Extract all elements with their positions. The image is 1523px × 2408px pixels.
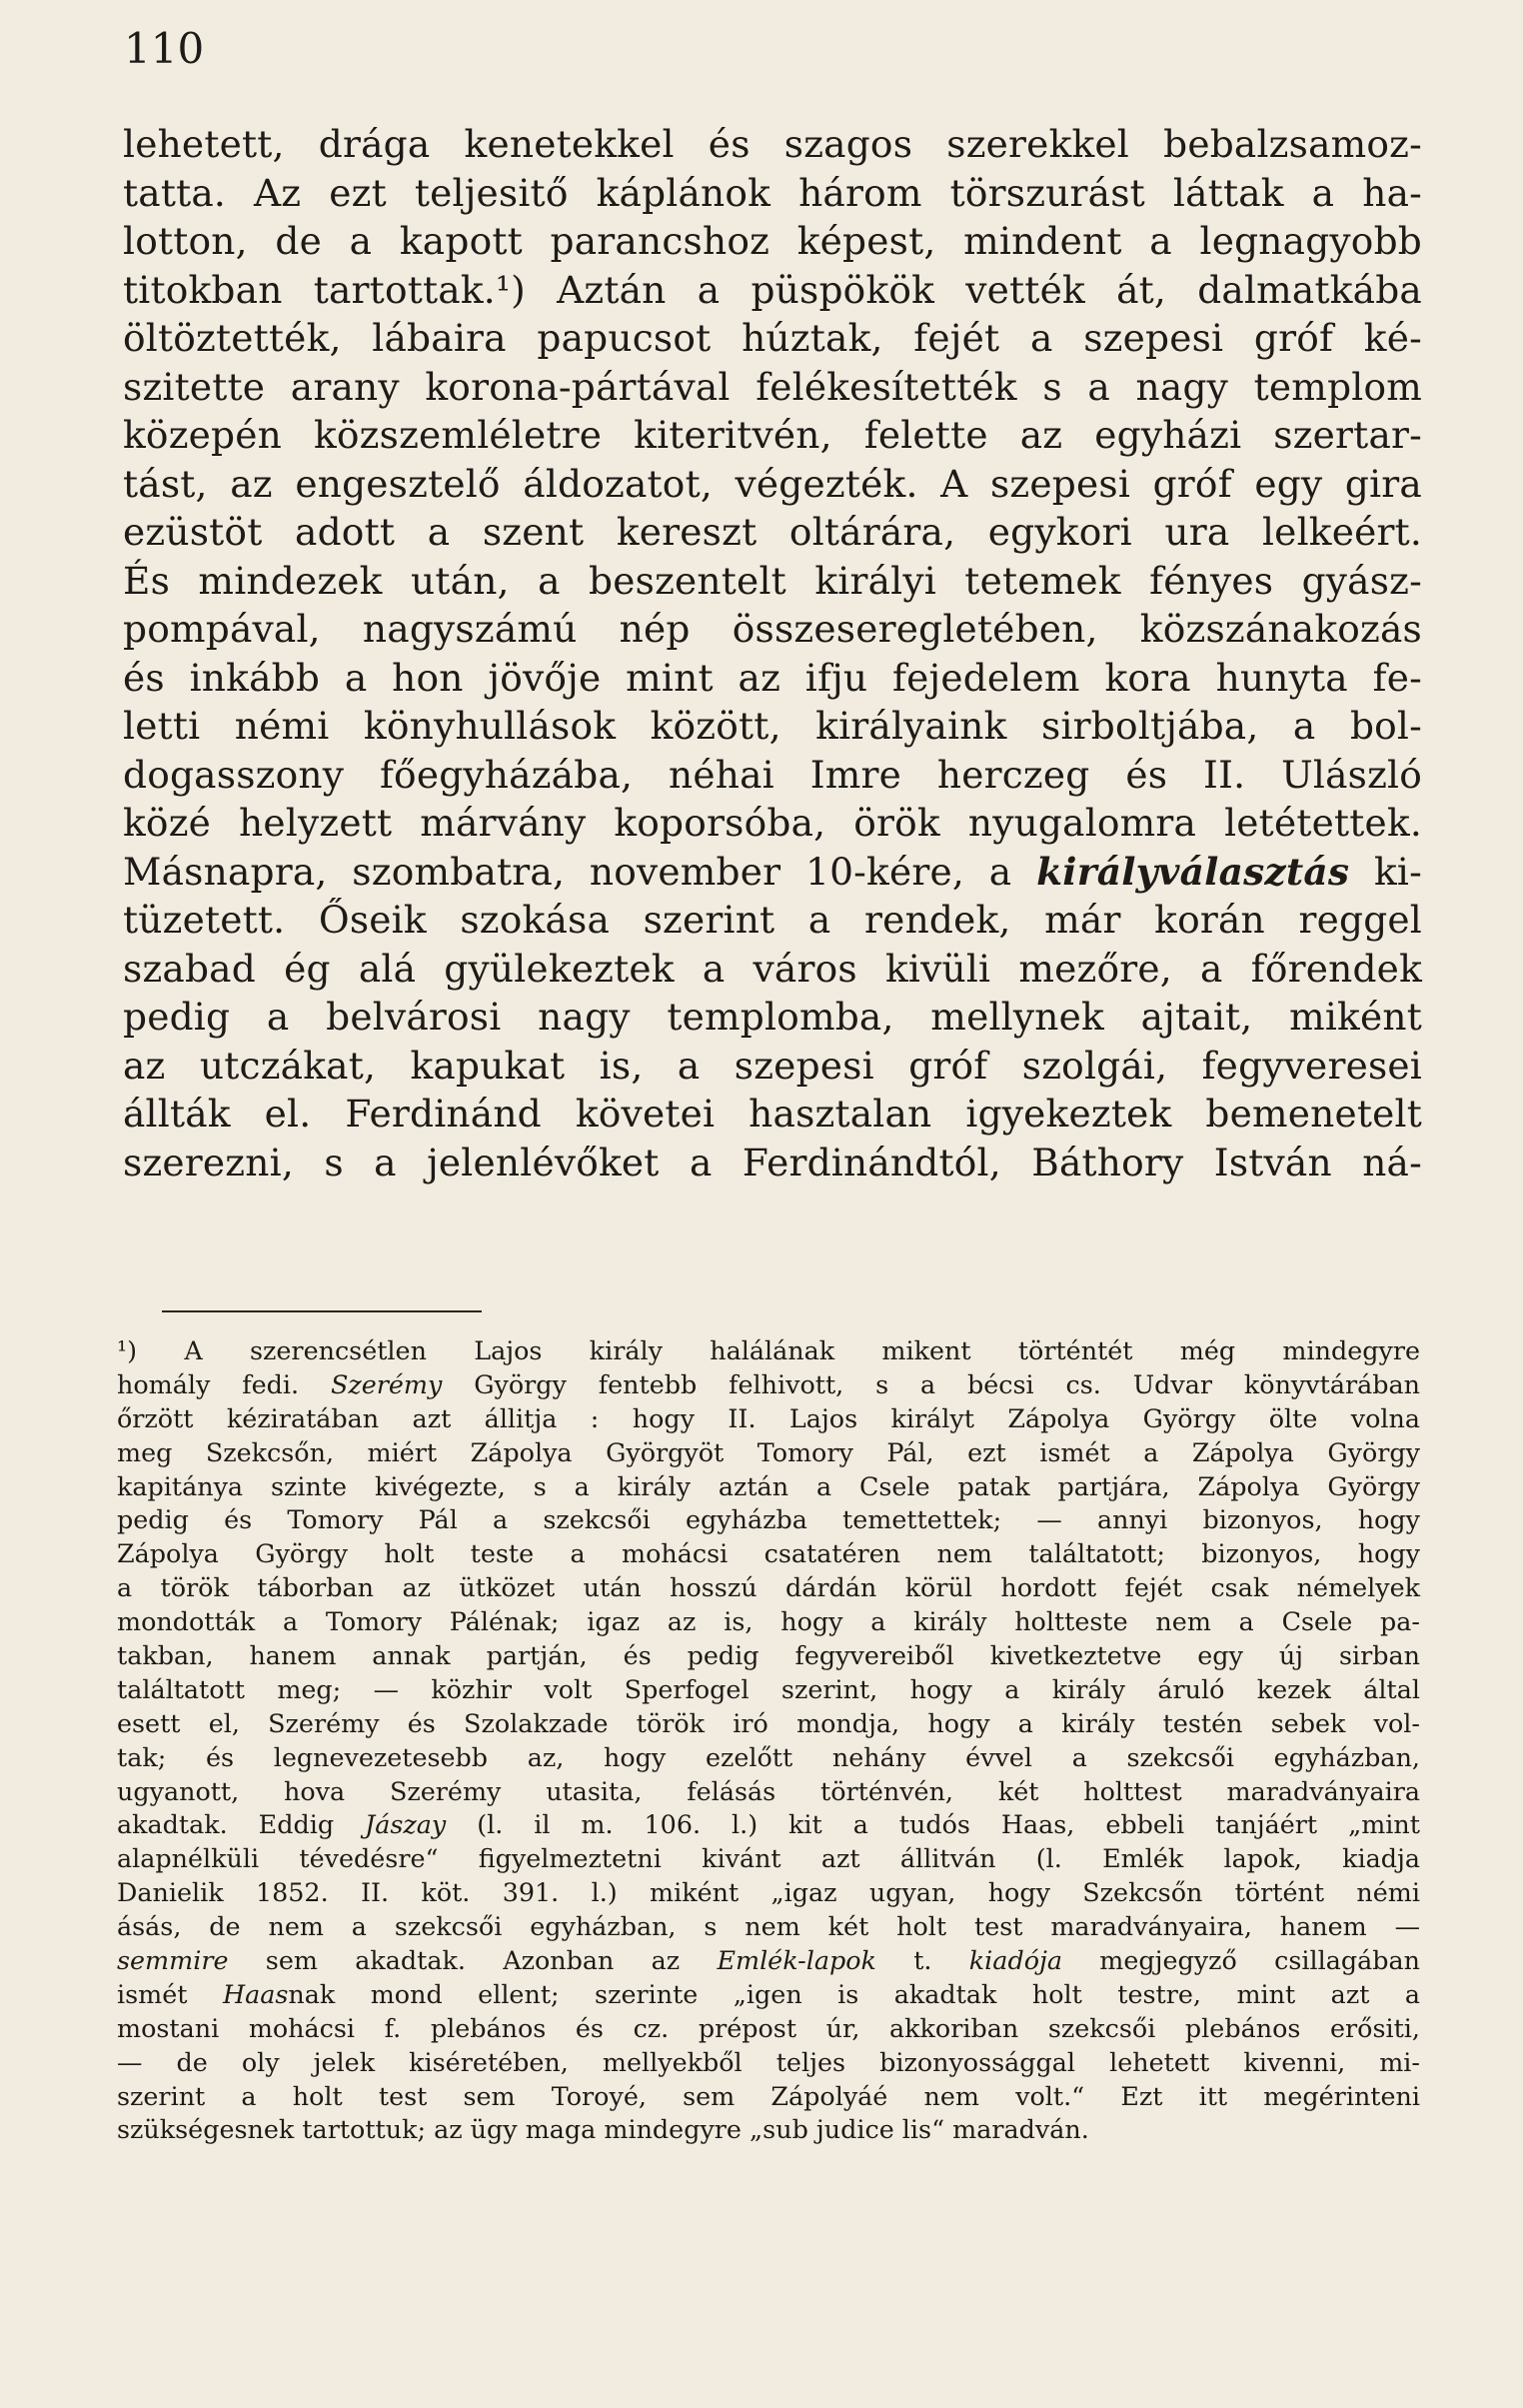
text-line: letti némi könyhullások között, királyaink sirboltjába, a bol- [123,704,1422,748]
footnote-line: — de oly jelek kiséretében, mellyekből teljes bizonyossággal lehetett kivenni, mi- [117,2046,1420,2077]
footnote-line [117,1978,1420,2012]
footnote-line: ugyanott, hova Szerémy utasita, felásás történvén, két holttest maradványaira [117,1775,1420,1806]
text-line: állták el. Ferdinánd követei hasztalan igyekeztek bemenetelt [123,1092,1422,1136]
footnote-line: pedig és Tomory Pál a szekcsői egyházba temettettek; — annyi bizonyos, hogy [117,1504,1420,1535]
text-line: lotton, de a kapott parancshoz képest, mindent a legnagyobb [123,219,1422,263]
text-segment: sem akadtak. Azonban az [228,1945,718,1976]
footnote-line: mostani mohácsi f. plebános és cz. prépost úr, akkoriban szekcsői plebános erősiti, [117,2012,1420,2043]
footnote-line: Danielik 1852. II. köt. 391. l.) miként „igaz ugyan, hogy Szekcsőn történt némi [117,1877,1420,1908]
text-line: dogasszony főegyházába, néhai Imre herczeg és II. Ulászló [123,752,1422,797]
emphasis-kiadoja: kiadója [968,1945,1062,1976]
footnote-line: takban, hanem annak partján, és pedig fegyvereiből kivetkeztetve egy új sirban [117,1640,1420,1671]
text-line: szitette arany korona-pártával felékesítették s a nagy templom [123,364,1422,409]
footnote-line: kapitánya szinte kivégezte, s a király aztán a Csele patak partjára, Zápolya György [117,1470,1420,1501]
footnote-line: találtatott meg; — közhir volt Sperfogel szerint, hogy a király áruló kezek által [117,1673,1420,1704]
text-segment: ismét [117,1978,223,2009]
footnote-line: esett el, Szerémy és Szolakzade török iró mondja, hogy a király testén sebek vol- [117,1707,1420,1738]
text-line: titokban tartottak.¹) Aztán a püspökök vették át, dalmatkába [123,267,1422,312]
emphasis-semmire: semmire [117,1945,229,1976]
footnote-line: őrzött kéziratában azt állitja : hogy II. Lajos királyt Zápolya György ölte volna [117,1402,1420,1433]
footnote-divider [162,1310,482,1312]
text-segment: ki- [1349,849,1422,894]
text-segment: nak mond ellent; szerinte „igen is akadtak holt testre, mint azt a [288,1978,1421,2009]
text-segment: homály fedi. [117,1368,331,1399]
text-segment: t. [875,1945,969,1976]
text-line: közé helyzett márvány koporsóba, örök nyugalomra letétettek. [123,801,1422,845]
footnote [117,1334,1420,2147]
footnote-line: ¹) A szerencsétlen Lajos király halálának mikent történtét még mindegyre [117,1335,1420,1365]
main-text [123,120,1422,1187]
emphasis-jaszay: Jászay [365,1809,447,1840]
footnote-line: meg Szekcsőn, miért Zápolya Györgyöt Tomory Pál, ezt ismét a Zápolya György [117,1436,1420,1467]
text-line: tüzetett. Őseik szokása szerint a rendek, már korán reggel [123,898,1422,942]
page-number: 110 [124,24,205,73]
footnote-line: mondották a Tomory Pálénak; igaz az is, hogy a király holtteste nem a Csele pa- [117,1606,1420,1637]
text-line: lehetett, drága kenetekkel és szagos szerekkel bebalzsamoz- [123,122,1422,166]
footnote-line [117,1808,1420,1842]
text-line: szabad ég alá gyülekeztek a város kivüli mezőre, a főrendek [123,946,1422,991]
footnote-line: Zápolya György holt teste a mohácsi csatatéren nem találtatott; bizonyos, hogy [117,1538,1420,1569]
text-line: pedig a belvárosi nagy templomba, mellynek ajtait, miként [123,995,1422,1039]
text-line: öltöztették, lábaira papucsot húztak, fejét a szepesi gróf ké- [123,316,1422,360]
text-line: pompával, nagyszámú nép összeseregletében, közszánakozás [123,607,1422,651]
text-line: ezüstöt adott a szent kereszt oltárára, egykori ura lelkeért. [123,510,1422,554]
footnote-line: tak; és legnevezetesebb az, hogy ezelőtt nehány évvel a szekcsői egyházban, [117,1741,1420,1772]
emphasis-kiralyvalasztas: királyválasztás [1036,849,1350,894]
footnote-line [117,1944,1420,1978]
emphasis-haas: Haas [222,1978,289,2009]
text-line [123,848,1422,897]
text-segment: György fentebb felhivott, s a bécsi cs. Udvar könyvtárában [442,1368,1420,1399]
text-line: szerezni, s a jelenlévőket a Ferdinándtól, Báthory István ná- [123,1140,1422,1185]
text-segment: Másnapra, szombatra, november 10-kére, a [123,849,1037,894]
text-segment: megjegyző csillagában [1062,1945,1420,1976]
text-line: közepén közszemléletre kiteritvén, felette az egyházi szertar- [123,413,1422,457]
footnote-line: szerint a holt test sem Toroyé, sem Zápolyáé nem volt.“ Ezt itt megérinteni [117,2080,1420,2111]
emphasis-szeremy: Szerémy [330,1368,443,1399]
text-segment: (l. il m. 106. l.) kit a tudós Haas, ebbeli tanjáért „mint [446,1809,1420,1840]
footnote-line: a török táborban az ütközet után hosszú dárdán körül hordott fejét csak némelyek [117,1572,1420,1603]
footnote-line: alapnélküli tévedésre“ figyelmeztetni kivánt azt állitván (l. Emlék lapok, kiadja [117,1843,1420,1874]
text-line: tatta. Az ezt teljesitő káplánok három törszurást láttak a ha- [123,170,1422,215]
emphasis-emlek-lapok: Emlék-lapok [717,1945,876,1976]
footnote-line: ásás, de nem a szekcsői egyházban, s nem két holt test maradványaira, hanem — [117,1911,1420,1942]
text-line: tást, az engesztelő áldozatot, végezték. A szepesi gróf egy gira [123,461,1422,506]
text-segment: akadtak. Eddig [117,1809,366,1840]
footnote-line: szükségesnek tartottuk; az ügy maga mindegyre „sub judice lis“ maradván. [117,2114,1089,2145]
footnote-line [117,1368,1420,1402]
text-line: az utczákat, kapukat is, a szepesi gróf szolgái, fegyveresei [123,1043,1422,1088]
text-line: És mindezek után, a beszentelt királyi tetemek fényes gyász- [123,558,1422,603]
text-line: és inkább a hon jövője mint az ifju fejedelem kora hunyta fe- [123,655,1422,700]
